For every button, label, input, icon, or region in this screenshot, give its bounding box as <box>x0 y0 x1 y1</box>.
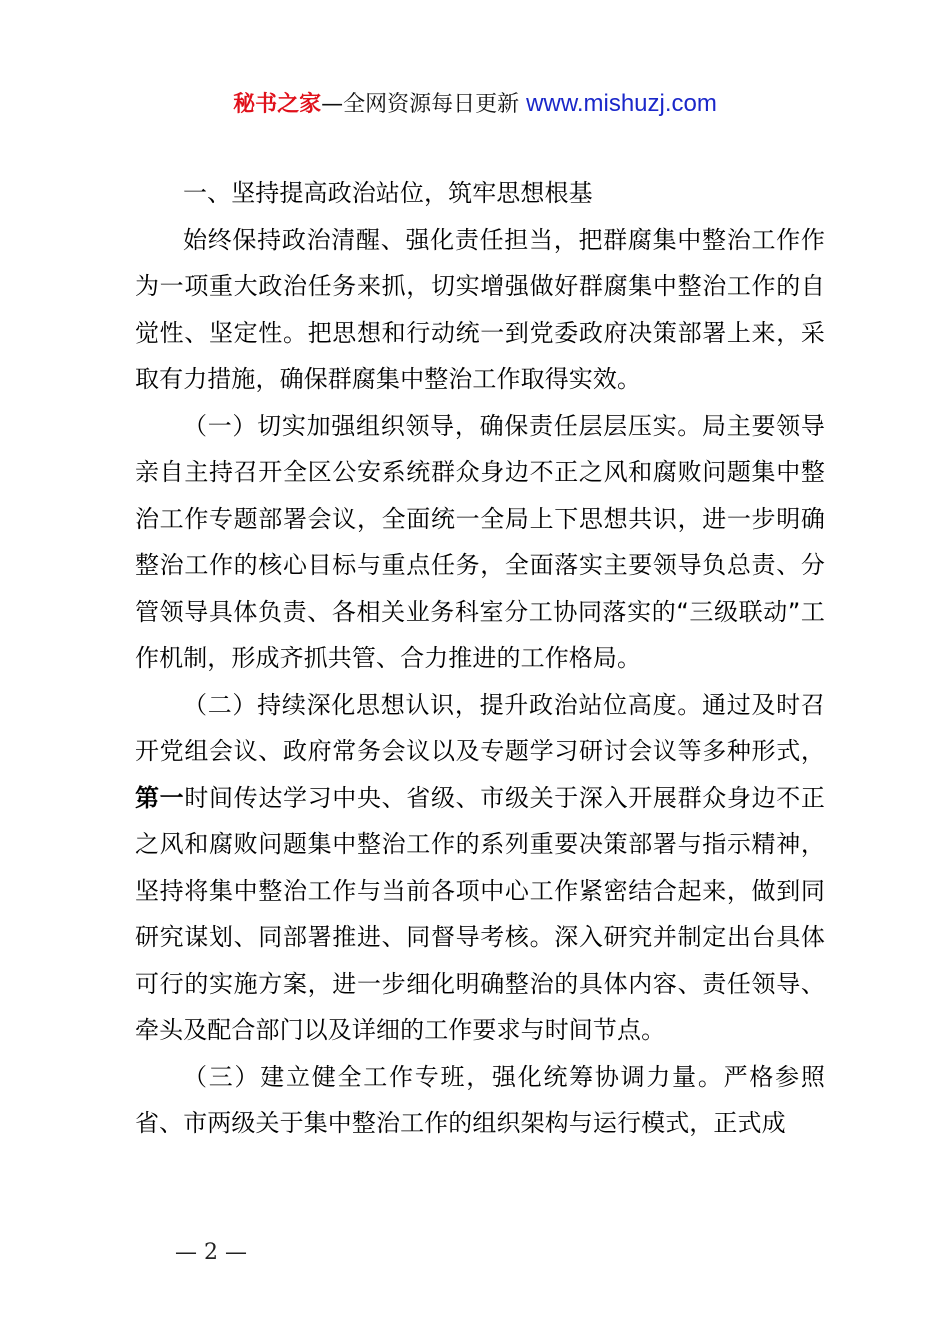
page-number: — 2 — <box>175 1240 247 1265</box>
item-2-paragraph <box>135 682 825 1054</box>
intro-paragraph: 始终保持政治清醒、强化责任担当，把群腐集中整治工作作为一项重大政治任务来抓，切实增强做好群腐集中整治工作的自觉性、坚定性。把思想和行动统一到党委政府决策部署上来，采取有力措施，确保群腐集中整治工作取得实效。 <box>135 225 825 393</box>
brand-name: 秘书之家 <box>233 92 322 117</box>
section-heading: 一、坚持提高政治站位，筑牢思想根基 <box>183 179 593 207</box>
document-body <box>135 170 825 1147</box>
item-2-text-after: 时间传达学习中央、省级、市级关于深入开展群众身边不正之风和腐败问题集中整治工作的系列重要决策部署与指示精神，坚持将集中整治工作与当前各项中心工作紧密结合起来，做到同研究谋划、同部署推进、同督导考核。深入研究并制定出台具体可行的实施方案，进一步细化明确整治的具体内容、责任领导、牵头及配合部门以及详细的工作要求与时间节点。 <box>135 783 825 1044</box>
item-2-text-before: （二）持续深化思想认识，提升政治站位高度。通过及时召开党组会议、政府常务会议以及专题学习研讨会议等多种形式， <box>135 690 825 765</box>
site-header <box>0 86 950 123</box>
site-url-link[interactable]: www.mishuzj.com <box>526 90 717 117</box>
item-1-paragraph: （一）切实加强组织领导，确保责任层层压实。局主要领导亲自主持召开全区公安系统群众身边不正之风和腐败问题集中整治工作专题部署会议，全面统一全局上下思想共识，进一步明确整治工作的核心目标与重点任务，全面落实主要领导负总责、分管领导具体负责、各相关业务科室分工协同落实的“三级联动”工作机制，形成齐抓共管、合力推进的工作格局。 <box>135 411 825 672</box>
item-3-paragraph: （三）建立健全工作专班，强化统筹协调力量。严格参照省、市两级关于集中整治工作的组织架构与运行模式，正式成 <box>135 1062 825 1137</box>
item-2-bold-text: 第一 <box>135 783 185 812</box>
header-tagline: —全网资源每日更新 <box>321 92 520 117</box>
